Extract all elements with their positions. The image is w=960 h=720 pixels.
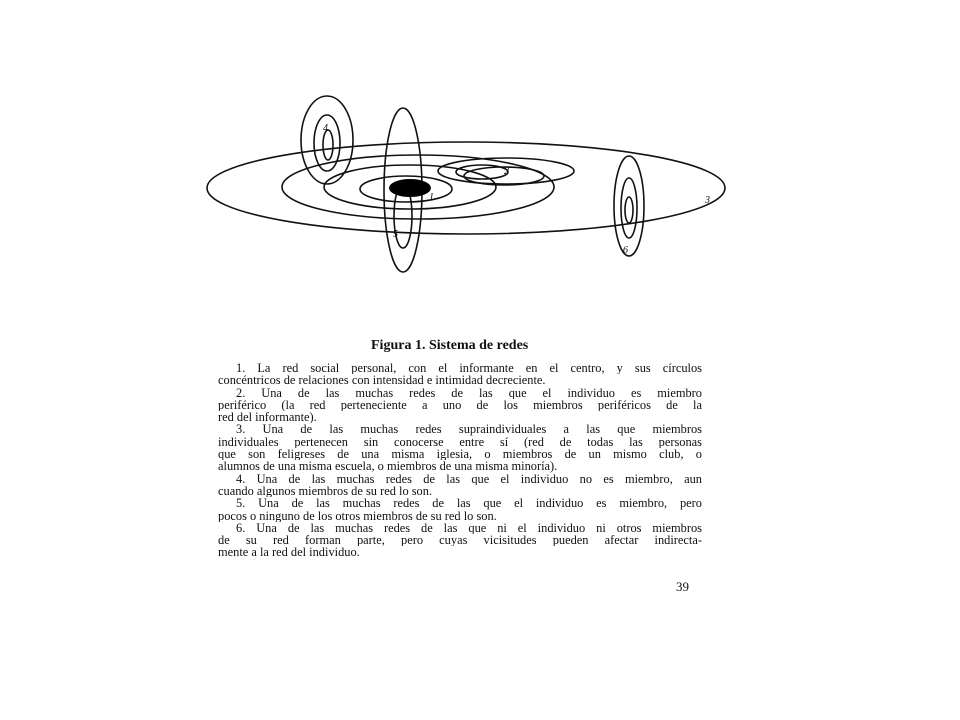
legend-line: de su red forman parte, pero cuyas vicisitudes pueden afectar indirecta- <box>218 534 702 547</box>
legend-line: 3. Una de las muchas redes supraindividuales a las que miembros <box>236 423 702 436</box>
legend-line: pocos o ninguno de los otros miembros de su red lo son. <box>218 509 497 522</box>
figure-caption: Figura 1. Sistema de redes <box>371 338 529 353</box>
label-2: 2 <box>504 166 509 177</box>
network-3-ellipse <box>207 142 725 234</box>
legend-line: periférico (la red perteneciente a uno de los miembros periféricos de la <box>218 398 702 412</box>
legend-line: individuales pertenecen sin conocerse entre sí (red de todas las personas <box>218 435 702 449</box>
network-diagram <box>200 88 730 278</box>
legend-line: que son feligreses de una misma iglesia, o miembros de un mismo club, o <box>218 448 702 461</box>
legend-line: mente a la red del individuo. <box>218 546 360 559</box>
legend-line: red del informante). <box>218 411 317 424</box>
label-1: 1 <box>429 192 434 203</box>
legend-line: 2. Una de las muchas redes de las que el individuo es miembro <box>236 386 702 399</box>
figure-legend-text <box>218 362 702 559</box>
label-5: 5 <box>393 229 398 240</box>
legend-line: 5. Una de las muchas redes de las que el individuo es miembro, pero <box>236 497 702 510</box>
network-figure <box>200 88 730 278</box>
legend-line: concéntricos de relaciones con intensidad e intimidad decreciente. <box>218 374 546 387</box>
network-6-ring-middle <box>621 178 637 238</box>
network-6-ring-inner <box>625 197 633 223</box>
legend-line: cuando algunos miembros de su red lo son. <box>218 484 433 498</box>
label-6: 6 <box>623 245 628 256</box>
legend-line: 1. La red social personal, con el informante en el centro, y sus círculos <box>236 362 702 375</box>
legend-line: 4. Una de las muchas redes de las que el individuo no es miembro, aun <box>236 472 702 485</box>
network-6-ring-outer <box>614 156 644 256</box>
label-4: 4 <box>323 123 328 134</box>
legend-line: alumnos de una misma escuela, o miembros de una misma minoría). <box>218 460 558 473</box>
informant-node <box>389 179 431 197</box>
page-number: 39 <box>676 579 689 594</box>
network-4-ring-inner <box>323 130 333 160</box>
legend-line: 6. Una de las muchas redes de las que ni el individuo ni otros miembros <box>236 521 702 535</box>
label-3: 3 <box>705 195 710 206</box>
